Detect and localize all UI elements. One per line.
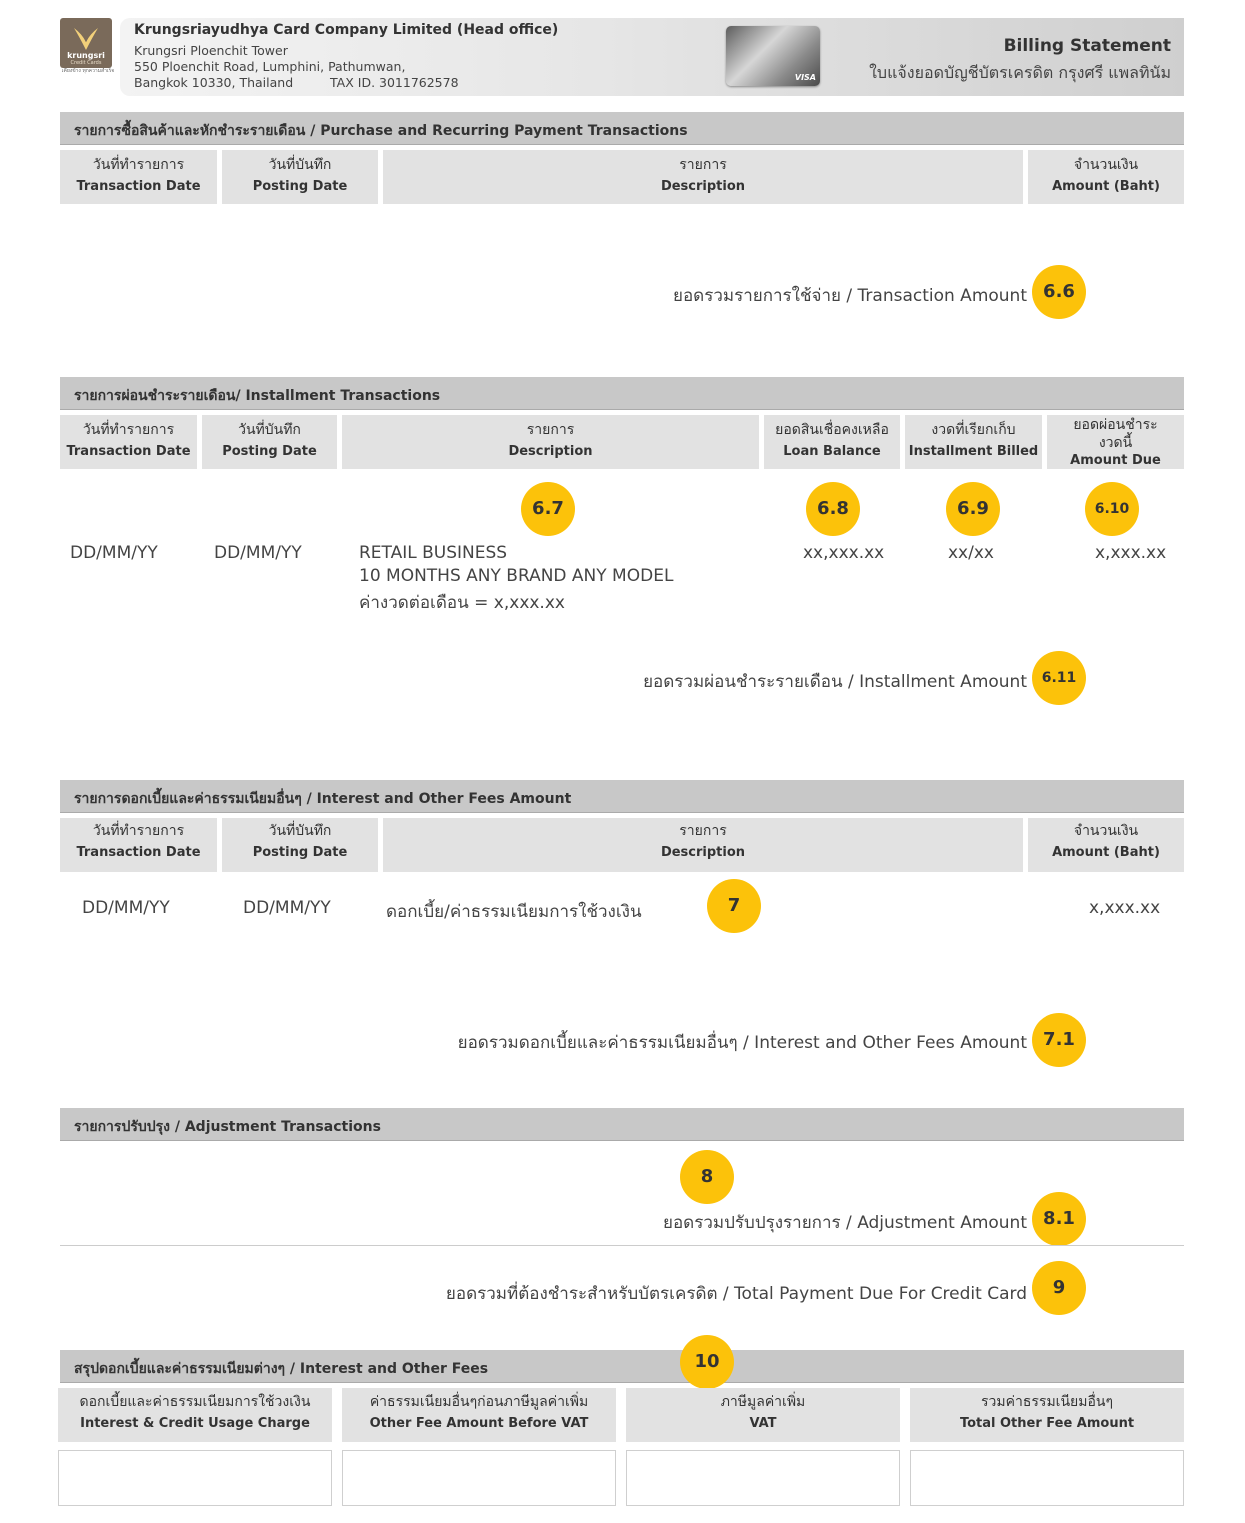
company-name: Krungsriayudhya Card Company Limited (Head office) [134,22,559,38]
col-label-en: Description [660,845,746,860]
col-label-th: จำนวนเงิน [1073,823,1139,839]
col-label-en: VAT [749,1416,777,1431]
interest-fees-amount-label: ยอดรวมดอกเบี้ยและค่าธรรมเนียมอื่นๆ / Interest and Other Fees Amount [457,1033,1027,1053]
interest-col-transaction-date [60,818,217,872]
col-label-en: Posting Date [252,845,348,860]
installment-col-posting-date [202,415,337,469]
address-line-3: Bangkok 10330, Thailand [134,75,294,90]
badge-7-1: 7.1 [1032,1013,1086,1067]
installment-loan-balance: xx,xxx.xx [803,543,885,563]
col-label-th-2: งวดนี้ [1098,435,1133,451]
col-label-en: Other Fee Amount Before VAT [369,1416,589,1431]
col-label-en: Loan Balance [783,444,881,459]
col-label-en: Description [508,444,593,459]
credit-card-image [726,26,820,86]
col-label-th: วันที่ทำรายการ [92,157,185,173]
tax-id: TAX ID. 3011762578 [330,75,459,90]
summary-col-interest-credit-usage [58,1388,332,1442]
col-label-th: รายการ [526,422,575,438]
logo-tagline: เคียงข้าง ทุกความสำเร็จ [61,68,115,74]
installment-col-installment-billed [905,415,1042,469]
badge-8-1: 8.1 [1032,1192,1086,1246]
krungsri-logo [60,18,112,68]
col-label-en: Posting Date [222,444,317,459]
badge-6-7: 6.7 [521,482,575,536]
col-label-en: Transaction Date [76,845,201,860]
col-label-th: วันที่ทำรายการ [92,823,185,839]
divider [60,1245,1184,1246]
logo-sub: Credit Cards [70,60,102,66]
installment-amount-label: ยอดรวมผ่อนชำระรายเดือน / Installment Amount [643,672,1027,692]
interest-col-amount [1028,818,1184,872]
interest-col-description [383,818,1023,872]
badge-6-9: 6.9 [946,482,1000,536]
address-line-2: 550 Ploenchit Road, Lumphini, Pathumwan, [134,59,406,74]
transaction-amount-label: ยอดรวมรายการใช้จ่าย / Transaction Amount [672,286,1027,306]
summary-col-total-other-fee [910,1388,1184,1442]
badge-8: 8 [680,1150,734,1204]
installment-transaction-date: DD/MM/YY [70,543,158,563]
summary-value-other-fee-before-vat [342,1450,616,1506]
col-label-en: Total Other Fee Amount [959,1416,1135,1431]
summary-section-bar [60,1350,1184,1383]
purchase-section-bar [60,112,1184,145]
interest-amount: x,xxx.xx [1089,898,1161,918]
installment-amount-due: x,xxx.xx [1095,543,1167,563]
interest-posting-date: DD/MM/YY [243,898,331,918]
col-label-en: Transaction Date [66,444,191,459]
installment-section-bar [60,377,1184,410]
badge-10: 10 [680,1335,734,1389]
col-label-en: Installment Billed [908,444,1039,459]
total-payment-due-label: ยอดรวมที่ต้องชำระสำหรับบัตรเครดิต / Total Payment Due For Credit Card [445,1284,1027,1304]
col-label-th: ภาษีมูลค่าเพิ่ม [720,1394,806,1410]
summary-col-vat [626,1388,900,1442]
installment-billed: xx/xx [948,543,994,563]
summary-value-interest-credit-usage [58,1450,332,1506]
badge-6-8: 6.8 [806,482,860,536]
purchase-section-title: รายการซื้อสินค้าและหักชำระรายเดือน / Purchase and Recurring Payment Transactions [74,123,688,139]
col-label-th: ยอดสินเชื่อคงเหลือ [775,422,889,438]
krungsri-emblem-icon [60,24,112,54]
col-label-en: Description [660,179,746,194]
adjustment-amount-label: ยอดรวมปรับปรุงรายการ / Adjustment Amount [663,1213,1027,1233]
installment-desc-line-3: ค่างวดต่อเดือน = x,xxx.xx [359,593,565,613]
installment-col-description [342,415,759,469]
installment-col-loan-balance [764,415,900,469]
col-label-th: ดอกเบี้ยและค่าธรรมเนียมการใช้วงเงิน [79,1394,311,1410]
billing-statement-title: Billing Statement [1003,36,1171,56]
col-label-en: Amount (Baht) [1052,179,1160,194]
installment-col-transaction-date [60,415,197,469]
col-label-en: Amount Due [1070,453,1161,468]
badge-6-10: 6.10 [1085,482,1139,536]
badge-6-11: 6.11 [1032,651,1086,705]
purchase-col-posting-date [222,150,378,204]
col-label-th: รวมค่าธรรมเนียมอื่นๆ [981,1394,1113,1410]
badge-7: 7 [707,879,761,933]
interest-section-title: รายการดอกเบี้ยและค่าธรรมเนียมอื่นๆ / Interest and Other Fees Amount [74,791,572,807]
purchase-col-amount [1028,150,1184,204]
col-label-en: Interest & Credit Usage Charge [80,1416,310,1431]
col-label-en: Transaction Date [76,179,201,194]
summary-value-vat [626,1450,900,1506]
interest-description: ดอกเบี้ย/ค่าธรรมเนียมการใช้วงเงิน [386,902,642,922]
adjustment-section-bar [60,1108,1184,1141]
badge-9: 9 [1032,1261,1086,1315]
col-label-th: วันที่บันทึก [238,422,301,438]
summary-value-total-other-fee [910,1450,1184,1506]
col-label-th: งวดที่เรียกเก็บ [931,422,1016,438]
installment-section-title: รายการผ่อนชำระรายเดือน/ Installment Transactions [74,388,441,404]
installment-desc-line-1: RETAIL BUSINESS [359,543,508,563]
summary-section-title: สรุปดอกเบี้ยและค่าธรรมเนียมต่างๆ / Interest and Other Fees [74,1361,489,1377]
col-label-en: Amount (Baht) [1052,845,1160,860]
installment-col-amount-due [1047,415,1184,469]
logo-name: krungsri [67,51,105,60]
adjustment-section-title: รายการปรับปรุง / Adjustment Transactions [74,1119,381,1135]
billing-statement-subtitle: ใบแจ้งยอดบัญชีบัตรเครดิต กรุงศรี แพลทินัม [869,63,1171,82]
col-label-th: วันที่ทำรายการ [82,422,175,438]
col-label-th: วันที่บันทึก [268,157,332,173]
badge-6-6: 6.6 [1032,265,1086,319]
interest-section-bar [60,780,1184,813]
col-label-th: ค่าธรรมเนียมอื่นๆก่อนภาษีมูลค่าเพิ่ม [369,1394,589,1410]
col-label-th: ยอดผ่อนชำระ [1073,417,1158,433]
col-label-th: วันที่บันทึก [268,823,332,839]
col-label-th: รายการ [679,157,727,173]
interest-transaction-date: DD/MM/YY [82,898,170,918]
col-label-th: รายการ [679,823,727,839]
col-label-th: จำนวนเงิน [1073,157,1139,173]
purchase-col-transaction-date [60,150,217,204]
interest-col-posting-date [222,818,378,872]
col-label-en: Posting Date [252,179,348,194]
card-brand: VISA [794,73,816,82]
installment-desc-line-2: 10 MONTHS ANY BRAND ANY MODEL [359,566,674,586]
installment-posting-date: DD/MM/YY [214,543,302,563]
address-line-1: Krungsri Ploenchit Tower [134,43,288,58]
purchase-col-description [383,150,1023,204]
summary-col-other-fee-before-vat [342,1388,616,1442]
